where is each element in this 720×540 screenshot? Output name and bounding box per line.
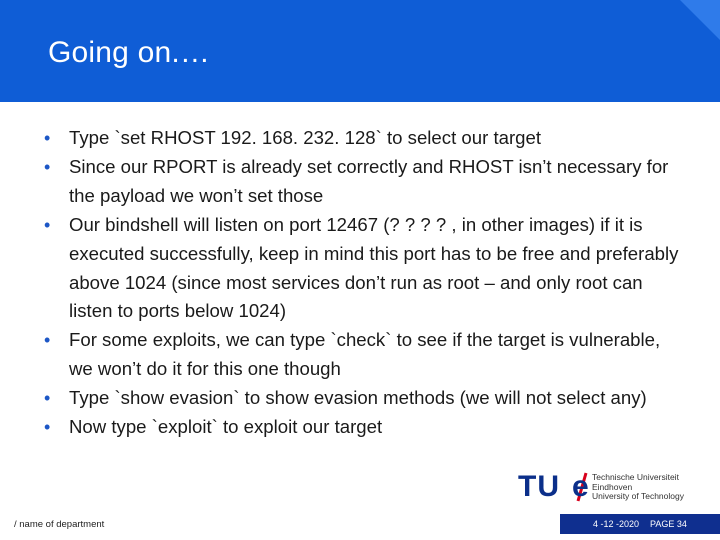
bullet-icon: • bbox=[44, 214, 51, 235]
bullet-text: For some exploits, we can type `check` to see if the target is vulnerable, we won’t do it for this one though bbox=[69, 329, 661, 380]
footer-bar bbox=[560, 514, 720, 534]
bullet-item bbox=[44, 153, 684, 211]
bullet-text: Since our RPORT is already set correctly and RHOST isn’t necessary for the payload we won’t set those bbox=[69, 155, 669, 206]
bullet-item bbox=[44, 124, 684, 153]
logo-line: Eindhoven bbox=[592, 481, 633, 492]
bullet-item bbox=[44, 384, 684, 413]
bullet-item bbox=[44, 326, 684, 384]
bullet-text: Our bindshell will listen on port 12467 (? ? ? ? , in other images) if it is executed successfully, keep in mind this port has to be free and preferably above 1024 (since most services don’t run as root – and only root can listen to ports below 1024) bbox=[69, 213, 679, 322]
page-number: PAGE 34 bbox=[650, 519, 687, 529]
department-label: / name of department bbox=[14, 519, 105, 530]
slide-footer bbox=[0, 514, 720, 534]
logo-line: University of Technology bbox=[592, 491, 684, 501]
bullet-item bbox=[44, 211, 684, 327]
logo-mark-tu: TU bbox=[518, 470, 560, 503]
logo-line: Technische Universiteit bbox=[592, 472, 679, 482]
bullet-icon: • bbox=[44, 156, 51, 177]
logo-wordmark bbox=[592, 473, 684, 502]
bullet-icon: • bbox=[44, 388, 51, 409]
logo-mark-e: e bbox=[572, 470, 589, 503]
tue-logo bbox=[518, 470, 688, 504]
bullet-icon: • bbox=[44, 128, 51, 148]
bullet-item bbox=[44, 413, 684, 442]
slide-date: 4 -12 -2020 bbox=[593, 519, 640, 529]
bullet-icon: • bbox=[44, 330, 51, 351]
bullet-list bbox=[44, 124, 684, 442]
bullet-text: Now type `exploit` to exploit our target bbox=[69, 416, 383, 438]
slide-title: Going on.… bbox=[48, 36, 211, 69]
slide-header bbox=[0, 0, 720, 102]
bullet-icon: • bbox=[44, 417, 51, 438]
header-corner-accent bbox=[680, 0, 720, 40]
bullet-text: Type `set RHOST 192. 168. 232. 128` to select our target bbox=[69, 127, 541, 148]
bullet-text: Type `show evasion` to show evasion methods (we will not select any) bbox=[69, 387, 647, 409]
